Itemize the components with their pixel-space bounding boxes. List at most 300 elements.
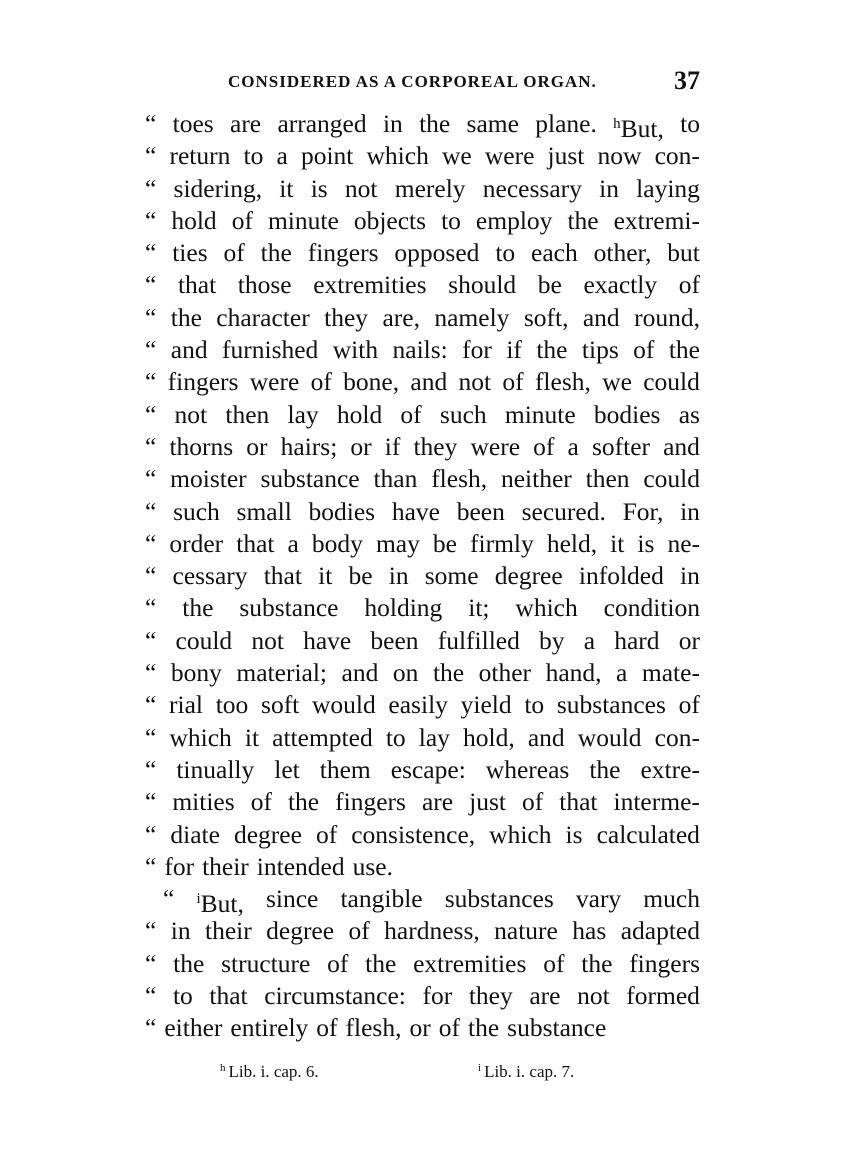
word: could xyxy=(643,367,700,397)
body-text xyxy=(145,108,700,1045)
word: have xyxy=(391,496,440,526)
word: extremities xyxy=(313,270,427,300)
word: necessary xyxy=(482,173,582,203)
word: “ xyxy=(145,399,157,429)
word: the xyxy=(182,593,214,623)
word: “ xyxy=(145,302,157,332)
word: “ xyxy=(145,851,157,881)
word: bony xyxy=(170,658,222,688)
word: then xyxy=(585,464,630,494)
word: of xyxy=(348,916,370,946)
word: secured. xyxy=(521,496,606,526)
word: of xyxy=(223,238,245,268)
word: were xyxy=(249,367,300,397)
word: furnished xyxy=(222,335,319,365)
word: as xyxy=(678,399,700,429)
text-line xyxy=(145,948,700,980)
word: with xyxy=(332,335,379,365)
word: “ xyxy=(145,658,157,688)
word: yield xyxy=(460,690,512,720)
word: or xyxy=(350,431,372,461)
word: the xyxy=(467,1013,500,1043)
word: if xyxy=(384,431,401,461)
word: that xyxy=(177,270,217,300)
text-line xyxy=(145,205,700,237)
word: flesh, xyxy=(431,464,488,494)
footnote-i xyxy=(478,1062,574,1082)
word: is xyxy=(637,528,655,558)
page-number: 37 xyxy=(674,66,700,95)
word: of xyxy=(678,270,700,300)
word: fingers xyxy=(335,787,406,817)
word: formed xyxy=(626,981,700,1011)
word: to xyxy=(495,238,516,268)
word: namely xyxy=(434,302,510,332)
word: of xyxy=(502,367,524,397)
word: bone, xyxy=(343,367,400,397)
word: return xyxy=(169,141,231,171)
word: of xyxy=(633,335,655,365)
word: to xyxy=(385,722,406,752)
text-line xyxy=(145,754,700,786)
word: vary xyxy=(575,884,622,914)
word: a xyxy=(276,141,288,171)
word: substance xyxy=(260,464,360,494)
word: hold xyxy=(171,205,217,235)
word: to xyxy=(243,141,264,171)
note-reference-mark: h xyxy=(613,116,621,132)
word: not xyxy=(251,625,284,655)
word: interme- xyxy=(613,787,700,817)
word: neither xyxy=(500,464,572,494)
footnote-mark: h xyxy=(220,1062,226,1074)
word: the xyxy=(170,302,202,332)
word: held, xyxy=(546,528,598,558)
word: just xyxy=(469,787,506,817)
word: attempted xyxy=(272,722,373,752)
word: and xyxy=(410,367,448,397)
word: for xyxy=(462,335,492,365)
word: the xyxy=(589,754,621,784)
word: are xyxy=(421,787,454,817)
word: firmly xyxy=(470,528,534,558)
word: of xyxy=(250,787,272,817)
word: laying xyxy=(636,173,700,203)
word: the xyxy=(668,335,700,365)
text-line xyxy=(145,722,700,754)
word: “ xyxy=(145,819,157,849)
word: of xyxy=(231,205,253,235)
word: “ xyxy=(145,335,157,365)
word: of xyxy=(310,367,332,397)
word: for xyxy=(422,981,453,1011)
word: substance xyxy=(507,1013,607,1043)
word: “ xyxy=(145,205,157,235)
word: we xyxy=(602,367,632,397)
word: in xyxy=(170,916,191,946)
word: sidering, xyxy=(173,173,263,203)
word: have xyxy=(303,625,352,655)
text-line xyxy=(145,334,700,366)
word: “ xyxy=(145,561,157,591)
word: or xyxy=(409,1013,431,1043)
word: could xyxy=(643,464,700,494)
word: it; xyxy=(468,593,490,623)
word: they xyxy=(324,302,369,332)
word: that xyxy=(263,561,302,591)
word: the xyxy=(536,335,568,365)
word: flesh, xyxy=(534,367,591,397)
word: rial xyxy=(169,690,204,720)
word: it xyxy=(318,561,333,591)
word: fingers xyxy=(629,948,700,978)
word: fulfilled xyxy=(437,625,520,655)
word: substance xyxy=(239,593,339,623)
word: hairs; xyxy=(280,431,338,461)
word: hand, xyxy=(545,658,602,688)
text-line xyxy=(145,560,700,592)
word: “ xyxy=(145,367,157,397)
word: the xyxy=(287,787,320,817)
word: of xyxy=(533,431,555,461)
word: them xyxy=(319,754,371,784)
word: it xyxy=(244,722,260,752)
word: $^i$But, xyxy=(196,889,244,919)
word: to xyxy=(172,981,193,1011)
word: extre- xyxy=(640,754,700,784)
word: a xyxy=(583,625,596,655)
word: “ xyxy=(145,690,157,720)
word: diate xyxy=(170,819,220,849)
text-line xyxy=(145,657,700,689)
word: to xyxy=(524,690,545,720)
word: a xyxy=(287,528,299,558)
word: may xyxy=(375,528,420,558)
word: not xyxy=(458,367,492,397)
word: “ xyxy=(145,754,157,784)
footnote-text: Lib. i. cap. 7. xyxy=(484,1062,575,1081)
word: than xyxy=(373,464,418,494)
word: minute xyxy=(267,205,339,235)
word: “ xyxy=(145,496,157,526)
word: for xyxy=(164,851,195,881)
text-line xyxy=(145,851,700,883)
word: that xyxy=(559,787,598,817)
word: “ xyxy=(163,884,175,914)
word: to xyxy=(441,205,461,235)
text-line xyxy=(145,496,700,528)
word: material; xyxy=(236,658,328,688)
word: exactly xyxy=(583,270,658,300)
word: structure xyxy=(221,948,311,978)
word: since xyxy=(265,884,319,914)
word: and xyxy=(341,658,379,688)
word: “ xyxy=(145,722,157,752)
word: cessary xyxy=(172,561,248,591)
word: should xyxy=(448,270,517,300)
word: of xyxy=(327,948,349,978)
word: hold, xyxy=(463,722,515,752)
text-line xyxy=(145,463,700,495)
text-line xyxy=(145,431,700,463)
word: or xyxy=(246,431,268,461)
word: a xyxy=(567,431,579,461)
word: could xyxy=(175,625,233,655)
word: which xyxy=(169,722,232,752)
word: “ xyxy=(145,431,157,461)
word: on xyxy=(392,658,419,688)
word: soft, xyxy=(523,302,569,332)
word: mities xyxy=(172,787,235,817)
word: “ xyxy=(145,916,157,946)
word: merely xyxy=(394,173,466,203)
word: “ xyxy=(145,948,157,978)
text-line xyxy=(145,980,700,1012)
word: extremities xyxy=(413,948,527,978)
footnotes xyxy=(220,1062,640,1086)
word: which xyxy=(489,819,552,849)
word: tips xyxy=(581,335,619,365)
word: if xyxy=(506,335,522,365)
word: in xyxy=(599,173,619,203)
word: is xyxy=(310,173,328,203)
text-line xyxy=(145,140,700,172)
word: of xyxy=(521,787,544,817)
word: of xyxy=(543,948,565,978)
word: ties xyxy=(172,238,208,268)
footnote-h xyxy=(220,1062,319,1082)
word: the xyxy=(365,948,397,978)
text-line xyxy=(145,883,700,919)
running-title: CONSIDERED AS A CORPOREAL ORGAN. xyxy=(228,72,597,91)
footnote-text: Lib. i. cap. 6. xyxy=(228,1062,319,1081)
word: that xyxy=(236,528,275,558)
running-head xyxy=(200,68,700,98)
word: are, xyxy=(382,302,420,332)
text-line xyxy=(145,689,700,721)
word: substances xyxy=(444,884,554,914)
word: easily xyxy=(388,690,448,720)
word: order xyxy=(169,528,224,558)
word: are xyxy=(529,981,561,1011)
text-line xyxy=(145,819,700,851)
word: not xyxy=(174,399,208,429)
word: would xyxy=(311,690,376,720)
word: and xyxy=(582,302,620,332)
word: “ xyxy=(145,109,157,138)
text-line xyxy=(145,108,700,143)
word: use. xyxy=(352,851,393,881)
word: “ xyxy=(145,464,157,494)
word: bodies xyxy=(593,399,661,429)
word: would xyxy=(577,722,642,752)
word: “ xyxy=(145,141,157,171)
word: much xyxy=(643,884,700,914)
word: in xyxy=(680,561,700,591)
word: degree xyxy=(494,561,563,591)
word: character xyxy=(216,302,310,332)
word: minute xyxy=(504,399,576,429)
word: in xyxy=(382,109,403,138)
word: their xyxy=(202,851,249,881)
word: but xyxy=(667,238,700,268)
word: of xyxy=(316,1013,338,1043)
word: moister xyxy=(170,464,247,494)
word: whereas xyxy=(485,754,570,784)
word: it xyxy=(279,173,294,203)
word: were xyxy=(470,431,521,461)
word: calculated xyxy=(596,819,700,849)
word: entirely xyxy=(230,1013,309,1043)
word: the xyxy=(260,238,292,268)
word: consistence, xyxy=(351,819,476,849)
word: such xyxy=(439,399,487,429)
word: “ xyxy=(145,981,157,1011)
word: those xyxy=(237,270,292,300)
word: degree xyxy=(233,819,302,849)
word: con- xyxy=(654,141,700,171)
word: “ xyxy=(145,593,157,623)
word: and xyxy=(663,431,700,461)
word: is xyxy=(565,819,583,849)
text-line xyxy=(145,592,700,624)
word: intended xyxy=(256,851,345,881)
word: tangible xyxy=(340,884,423,914)
text-line xyxy=(145,173,700,205)
word: fingers xyxy=(307,238,379,268)
word: the xyxy=(173,948,205,978)
word: some xyxy=(424,561,479,591)
word: nails: xyxy=(392,335,448,365)
text-line xyxy=(145,625,700,657)
word: flesh, xyxy=(345,1013,402,1043)
word: lay xyxy=(418,722,450,752)
word: con- xyxy=(654,722,700,752)
word: plane. xyxy=(535,109,597,138)
word: body xyxy=(311,528,363,558)
text-line xyxy=(145,237,700,269)
text-line xyxy=(145,786,700,818)
word: not xyxy=(344,173,378,203)
word: and xyxy=(527,722,565,752)
word: holding xyxy=(364,593,443,623)
word: in xyxy=(680,496,700,526)
text-line xyxy=(145,1012,700,1044)
text-line xyxy=(145,399,700,431)
word: we xyxy=(441,141,472,171)
word: or xyxy=(678,625,700,655)
word: condition xyxy=(603,593,700,623)
word: lay xyxy=(287,399,319,429)
word: “ xyxy=(145,528,157,558)
word: which xyxy=(366,141,429,171)
word: objects xyxy=(353,205,427,235)
word: be xyxy=(432,528,457,558)
word: “ xyxy=(145,1013,157,1043)
word: employ xyxy=(475,205,553,235)
word: they xyxy=(468,981,513,1011)
word: soft xyxy=(261,690,300,720)
word: just xyxy=(547,141,585,171)
word: been xyxy=(370,625,419,655)
word: point xyxy=(300,141,354,171)
word: of xyxy=(678,690,700,720)
word: the xyxy=(567,205,599,235)
word: not xyxy=(577,981,610,1011)
word: circumstance: xyxy=(264,981,406,1011)
word: such xyxy=(173,496,220,526)
word: other xyxy=(478,658,532,688)
word: nature xyxy=(494,916,558,946)
word: opposed xyxy=(394,238,480,268)
word: be xyxy=(348,561,373,591)
word: the xyxy=(419,109,451,138)
text-line xyxy=(145,366,700,398)
word: each xyxy=(531,238,578,268)
word: been xyxy=(456,496,505,526)
word: hard xyxy=(614,625,660,655)
word: $^h$But, xyxy=(613,114,664,143)
word: by xyxy=(539,625,565,655)
word: and xyxy=(170,335,208,365)
word: hardness, xyxy=(384,916,480,946)
word: small xyxy=(236,496,292,526)
word: infolded xyxy=(578,561,664,591)
text-line xyxy=(145,528,700,560)
word: “ xyxy=(145,270,157,300)
word: tinually xyxy=(176,754,255,784)
word: escape: xyxy=(390,754,466,784)
word: of xyxy=(400,399,422,429)
word: “ xyxy=(145,173,157,203)
word: ne- xyxy=(667,528,700,558)
word: degree xyxy=(266,916,335,946)
word: of xyxy=(438,1013,460,1043)
text-line xyxy=(145,269,700,301)
word: now xyxy=(597,141,642,171)
word: softer xyxy=(591,431,650,461)
word: same xyxy=(466,109,519,138)
word: of xyxy=(315,819,338,849)
word: that xyxy=(209,981,248,1011)
word: “ xyxy=(145,787,157,817)
word: toes xyxy=(172,109,214,138)
word: the xyxy=(581,948,613,978)
word: which xyxy=(515,593,578,623)
word: thorns xyxy=(169,431,234,461)
word: to xyxy=(680,109,700,138)
word: substances xyxy=(556,690,666,720)
word: let xyxy=(274,754,300,784)
word: a xyxy=(616,658,628,688)
word: round, xyxy=(634,302,700,332)
word: extremi- xyxy=(613,205,700,235)
word: it xyxy=(610,528,625,558)
word: For, xyxy=(622,496,664,526)
word: be xyxy=(537,270,562,300)
word: arranged xyxy=(277,109,367,138)
word: are xyxy=(230,109,262,138)
word: adapted xyxy=(620,916,700,946)
word: bodies xyxy=(308,496,376,526)
word: then xyxy=(225,399,270,429)
word: hold xyxy=(336,399,383,429)
note-reference-mark: i xyxy=(196,891,201,908)
word: “ xyxy=(145,625,157,655)
footnote-mark: i xyxy=(478,1062,482,1074)
word: too xyxy=(215,690,249,720)
word: fingers xyxy=(167,367,239,397)
